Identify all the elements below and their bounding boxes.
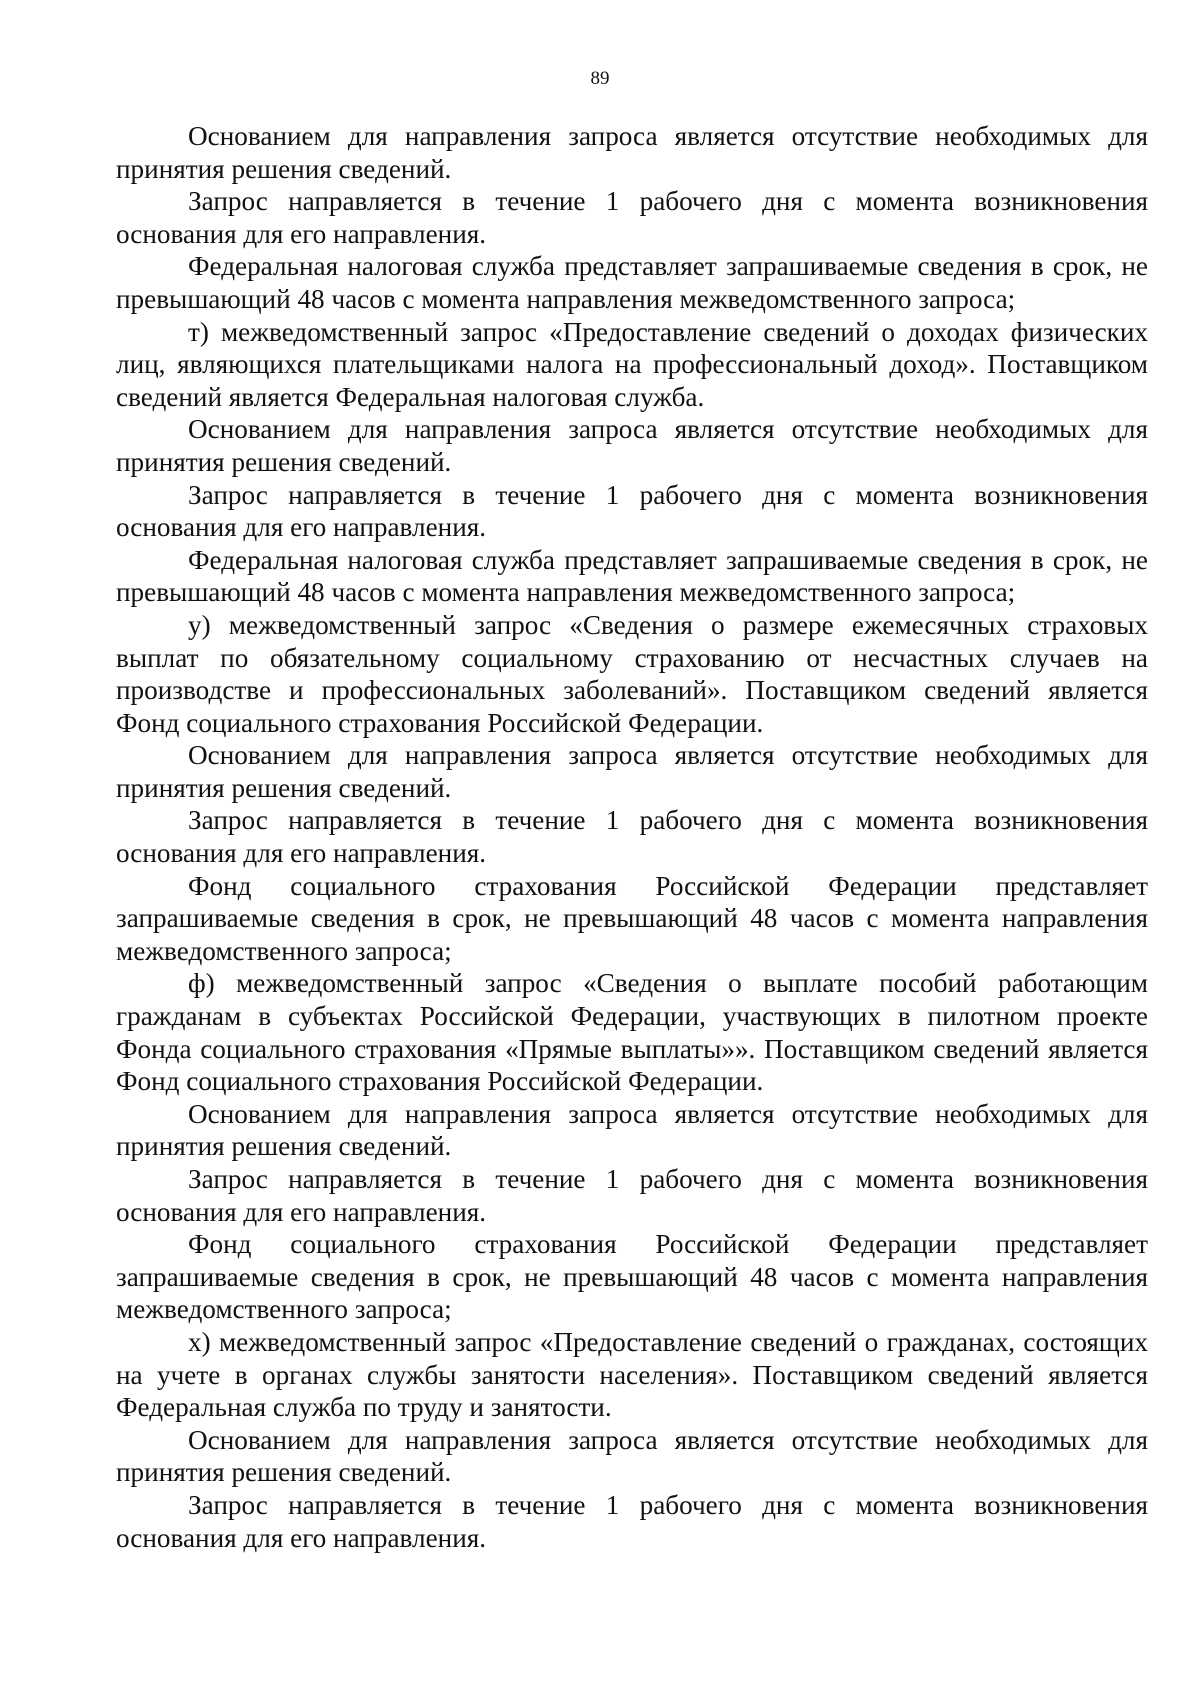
paragraph: Федеральная налоговая служба представляет запрашиваемые сведения в срок, не превышающий 48 часов с момента направления межведомственного запроса; — [116, 544, 1148, 608]
document-body — [116, 120, 1148, 1554]
page-number: 89 — [590, 68, 610, 89]
paragraph: Основанием для направления запроса является отсутствие необходимых для принятия решения сведений. — [116, 1424, 1148, 1488]
paragraph: Фонд социального страхования Российской Федерации представляет запрашиваемые сведения в срок, не превышающий 48 часов с момента направления межведомственного запроса; — [116, 870, 1148, 966]
paragraph: Запрос направляется в течение 1 рабочего дня с момента возникновения основания для его направления. — [116, 1164, 1148, 1227]
paragraph: Запрос направляется в течение 1 рабочего дня с момента возникновения основания для его направления. — [116, 479, 1148, 543]
paragraph: Запрос направляется в течение 1 рабочего дня с момента возникновения основания для его направления. — [116, 1489, 1148, 1553]
paragraph: Федеральная налоговая служба представляет запрашиваемые сведения в срок, не превышающий 48 часов с момента направления межведомственного запроса; — [116, 251, 1148, 314]
paragraph: Основанием для направления запроса является отсутствие необходимых для принятия решения сведений. — [116, 740, 1148, 803]
paragraph: Фонд социального страхования Российской Федерации представляет запрашиваемые сведения в срок, не превышающий 48 часов с момента направления межведомственного запроса; — [116, 1229, 1148, 1325]
paragraph: Основанием для направления запроса является отсутствие необходимых для принятия решения сведений. — [116, 1098, 1148, 1162]
paragraph: Запрос направляется в течение 1 рабочего дня с момента возникновения основания для его направления. — [116, 805, 1148, 869]
paragraph: Запрос направляется в течение 1 рабочего дня с момента возникновения основания для его направления. — [116, 186, 1148, 249]
paragraph: Основанием для направления запроса является отсутствие необходимых для принятия решения сведений. — [116, 414, 1148, 477]
paragraph: ф) межведомственный запрос «Сведения о выплате пособий работающим гражданам в субъектах Российской Федерации, участвующих в пилотном проекте Фонда социального страхования «Прямые выплаты»». Поставщиком сведений является Фонд социального страхования Российской Федерации. — [116, 968, 1148, 1097]
paragraph: х) межведомственный запрос «Предоставление сведений о гражданах, состоящих на учете в органах службы занятости населения». Поставщиком сведений является Федеральная служба по труду и занятости. — [116, 1326, 1148, 1423]
paragraph: т) межведомственный запрос «Предоставление сведений о доходах физических лиц, являющихся плательщиками налога на профессиональный доход». Поставщиком сведений является Федеральная налоговая служба. — [116, 316, 1148, 412]
paragraph: Основанием для направления запроса является отсутствие необходимых для принятия решения сведений. — [116, 121, 1148, 184]
paragraph: у) межведомственный запрос «Сведения о размере ежемесячных страховых выплат по обязательному социальному страхованию от несчастных случаев на производстве и профессиональных заболеваний». Поставщиком сведений является Фонд социального страхования Российской Федерации. — [116, 609, 1148, 738]
